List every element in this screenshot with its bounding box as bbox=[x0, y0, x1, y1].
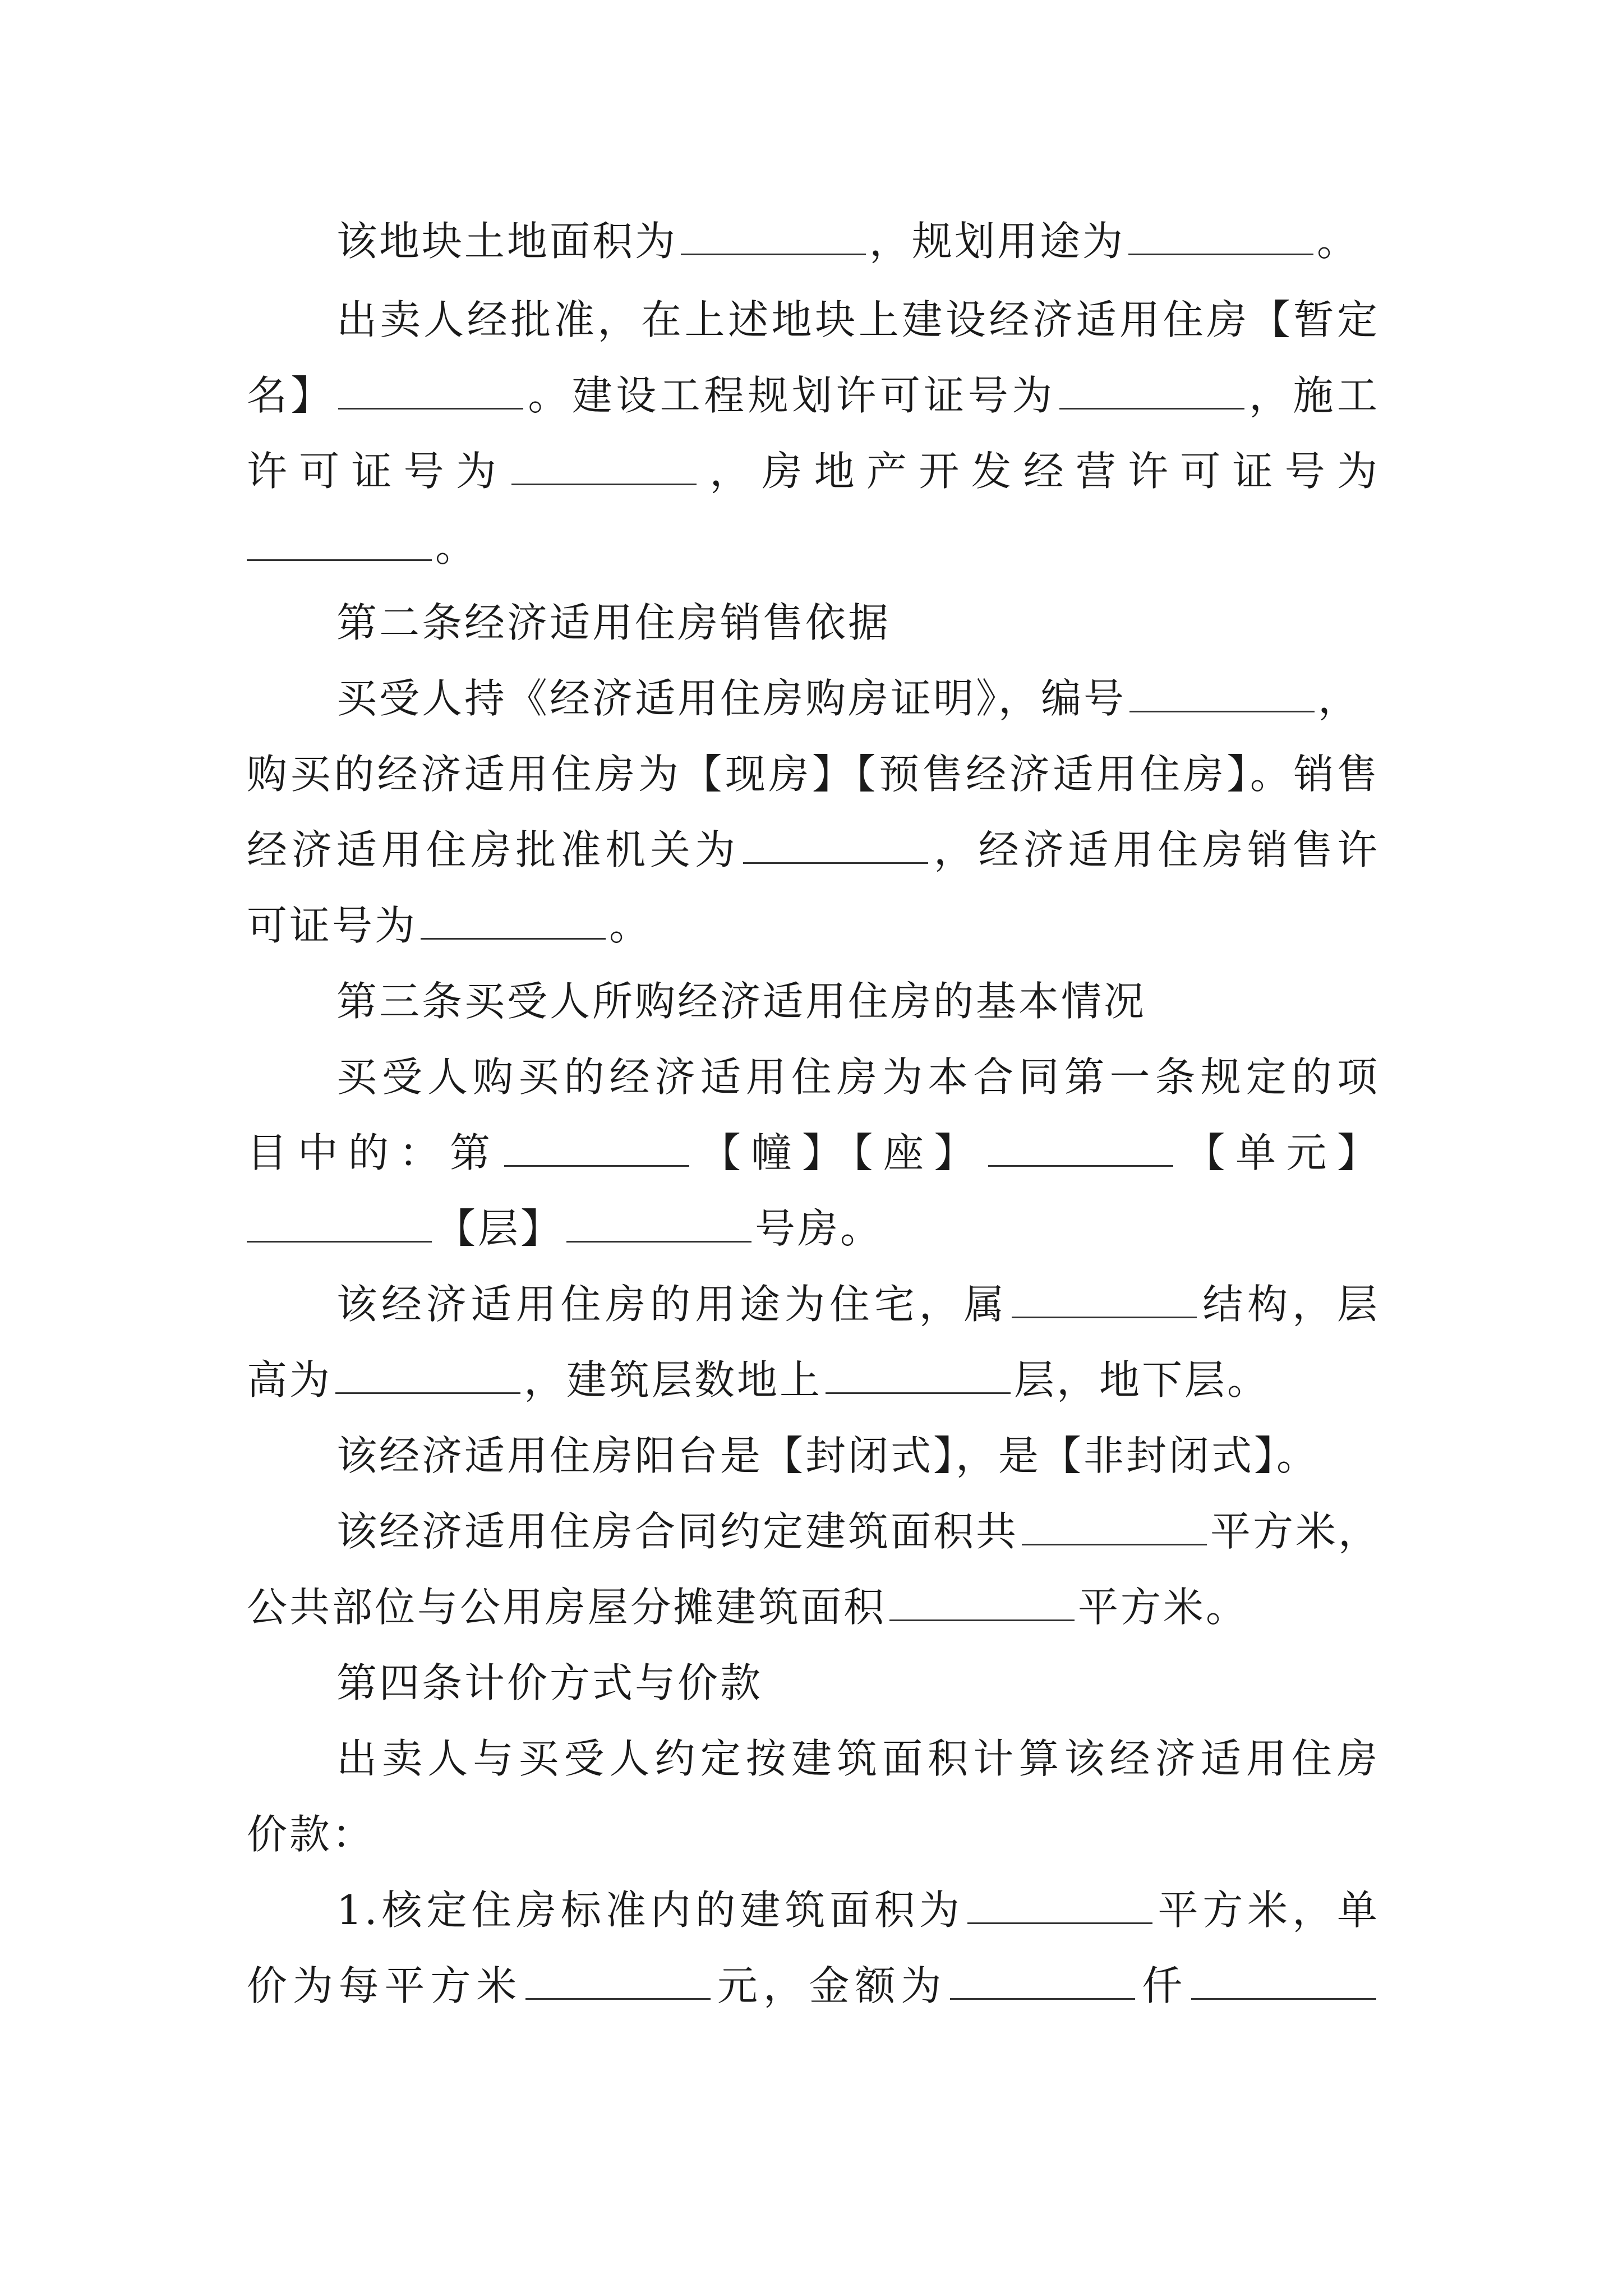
text-segment: 1.核定住房标准内的建筑面积为 bbox=[336, 1887, 964, 1934]
text-line-structure bbox=[336, 1276, 1380, 1332]
text-line-unit-price bbox=[247, 1958, 1380, 2014]
text-line-permit-numbers bbox=[247, 367, 1380, 424]
fill-blank[interactable] bbox=[338, 374, 523, 409]
heading-text: 第四条计价方式与价款 bbox=[336, 1659, 763, 1706]
text-segment: 目中的：第 bbox=[247, 1129, 501, 1176]
text-segment: 。 bbox=[609, 902, 652, 949]
fill-blank[interactable] bbox=[1059, 374, 1244, 409]
text-line-price-label bbox=[247, 1806, 1380, 1862]
text-segment: 层，地下层。 bbox=[1014, 1356, 1270, 1404]
text-segment: ，房地产开发经营许可证号为 bbox=[700, 448, 1380, 495]
text-segment: 。建设工程规划许可证号为 bbox=[526, 372, 1056, 419]
text-segment: 买受人购买的经济适用住房为本合同第一条规定的项 bbox=[336, 1053, 1380, 1101]
text-segment: 。 bbox=[435, 523, 478, 570]
text-segment: 【单元】 bbox=[1176, 1129, 1380, 1176]
fill-blank[interactable] bbox=[335, 1359, 520, 1394]
text-segment: 价为每平方米 bbox=[247, 1962, 523, 2009]
fill-blank[interactable] bbox=[967, 1889, 1152, 1924]
text-segment: 该经济适用住房的用途为住宅，属 bbox=[336, 1281, 1009, 1328]
text-line-construction-permit bbox=[247, 443, 1380, 499]
text-line-floor-height bbox=[247, 1352, 1380, 1408]
text-segment: ，规划用途为 bbox=[869, 218, 1126, 265]
fill-blank[interactable] bbox=[743, 829, 928, 864]
heading-text: 第三条买受人所购经济适用住房的基本情况 bbox=[336, 978, 1147, 1025]
fill-blank[interactable] bbox=[1022, 1510, 1207, 1545]
text-segment: 许可证号为 bbox=[247, 448, 509, 495]
text-segment: 元，金额为 bbox=[714, 1962, 947, 2009]
text-line-building-unit bbox=[247, 1125, 1380, 1181]
heading-text: 第二条经济适用住房销售依据 bbox=[336, 599, 891, 646]
text-line-approval-authority bbox=[247, 822, 1380, 878]
fill-blank[interactable] bbox=[988, 1131, 1173, 1167]
text-segment: 该地块土地面积为 bbox=[336, 218, 678, 265]
text-segment: 仟 bbox=[1138, 1962, 1188, 2009]
text-segment: 买受人持《经济适用住房购房证明》，编号 bbox=[336, 675, 1127, 722]
text-line-balcony bbox=[336, 1428, 1380, 1484]
text-segment: ，经济适用住房销售许 bbox=[931, 826, 1380, 873]
fill-blank[interactable] bbox=[247, 526, 432, 561]
text-line-seller-approval bbox=[336, 292, 1380, 348]
text-segment: 。 bbox=[1317, 218, 1360, 265]
text-line-purchase-certificate bbox=[336, 670, 1380, 726]
fill-blank[interactable] bbox=[826, 1359, 1011, 1394]
text-line-contract-area bbox=[336, 1503, 1380, 1559]
text-segment: ，建筑层数地上 bbox=[524, 1356, 823, 1404]
fill-blank[interactable] bbox=[511, 450, 697, 485]
text-line-permit-end bbox=[247, 519, 1380, 575]
fill-blank[interactable] bbox=[525, 1964, 711, 2000]
text-segment: 公共部位与公用房屋分摊建筑面积 bbox=[247, 1584, 887, 1631]
fill-blank[interactable] bbox=[1128, 220, 1313, 255]
text-segment: 平方米， bbox=[1210, 1508, 1381, 1555]
fill-blank[interactable] bbox=[1012, 1283, 1197, 1318]
fill-blank[interactable] bbox=[889, 1586, 1075, 1621]
text-segment: 出卖人经批准，在上述地块上建设经济适用住房【暂定 bbox=[336, 296, 1380, 343]
text-segment: 经济适用住房批准机关为 bbox=[247, 826, 740, 873]
text-segment: 【幢】【座】 bbox=[692, 1129, 985, 1176]
text-segment: ， bbox=[1318, 675, 1361, 722]
text-line-floor-room bbox=[247, 1200, 1380, 1257]
text-line-standard-area bbox=[336, 1882, 1380, 1938]
text-segment: 高为 bbox=[247, 1356, 333, 1404]
text-segment: 平方米，单 bbox=[1155, 1887, 1380, 1934]
fill-blank[interactable] bbox=[1129, 677, 1315, 712]
fill-blank[interactable] bbox=[1191, 1964, 1376, 2000]
text-line-land-area bbox=[336, 213, 1380, 269]
fill-blank[interactable] bbox=[421, 904, 606, 940]
text-segment: 该经济适用住房合同约定建筑面积共 bbox=[336, 1508, 1019, 1555]
text-segment: 出卖人与买受人约定按建筑面积计算该经济适用住房 bbox=[336, 1735, 1380, 1782]
text-segment: 购买的经济适用住房为【现房】【预售经济适用住房】。销售 bbox=[247, 751, 1380, 798]
text-segment: 该经济适用住房阳台是【封闭式】，是【非封闭式】。 bbox=[336, 1432, 1320, 1479]
article-heading-2 bbox=[336, 595, 1380, 651]
text-line-shared-area bbox=[247, 1579, 1380, 1635]
text-segment: 【层】 bbox=[435, 1205, 564, 1252]
fill-blank[interactable] bbox=[681, 220, 866, 255]
text-segment: 名】 bbox=[247, 372, 335, 419]
text-line-pricing-agreement bbox=[336, 1731, 1380, 1787]
text-segment: 可证号为 bbox=[247, 902, 418, 949]
fill-blank[interactable] bbox=[504, 1131, 689, 1167]
text-line-project-unit bbox=[336, 1049, 1380, 1105]
article-heading-4 bbox=[336, 1655, 1380, 1711]
fill-blank[interactable] bbox=[247, 1207, 432, 1243]
text-segment: 号房。 bbox=[755, 1205, 883, 1252]
text-line-housing-type bbox=[247, 746, 1380, 802]
fill-blank[interactable] bbox=[950, 1964, 1135, 2000]
article-heading-3 bbox=[336, 973, 1380, 1029]
fill-blank[interactable] bbox=[566, 1207, 751, 1243]
text-segment: 平方米。 bbox=[1078, 1584, 1249, 1631]
text-segment: 价款： bbox=[247, 1811, 375, 1858]
text-segment: 结构，层 bbox=[1200, 1281, 1380, 1328]
text-segment: ，施工 bbox=[1247, 372, 1380, 419]
text-line-sales-permit bbox=[247, 898, 1380, 954]
